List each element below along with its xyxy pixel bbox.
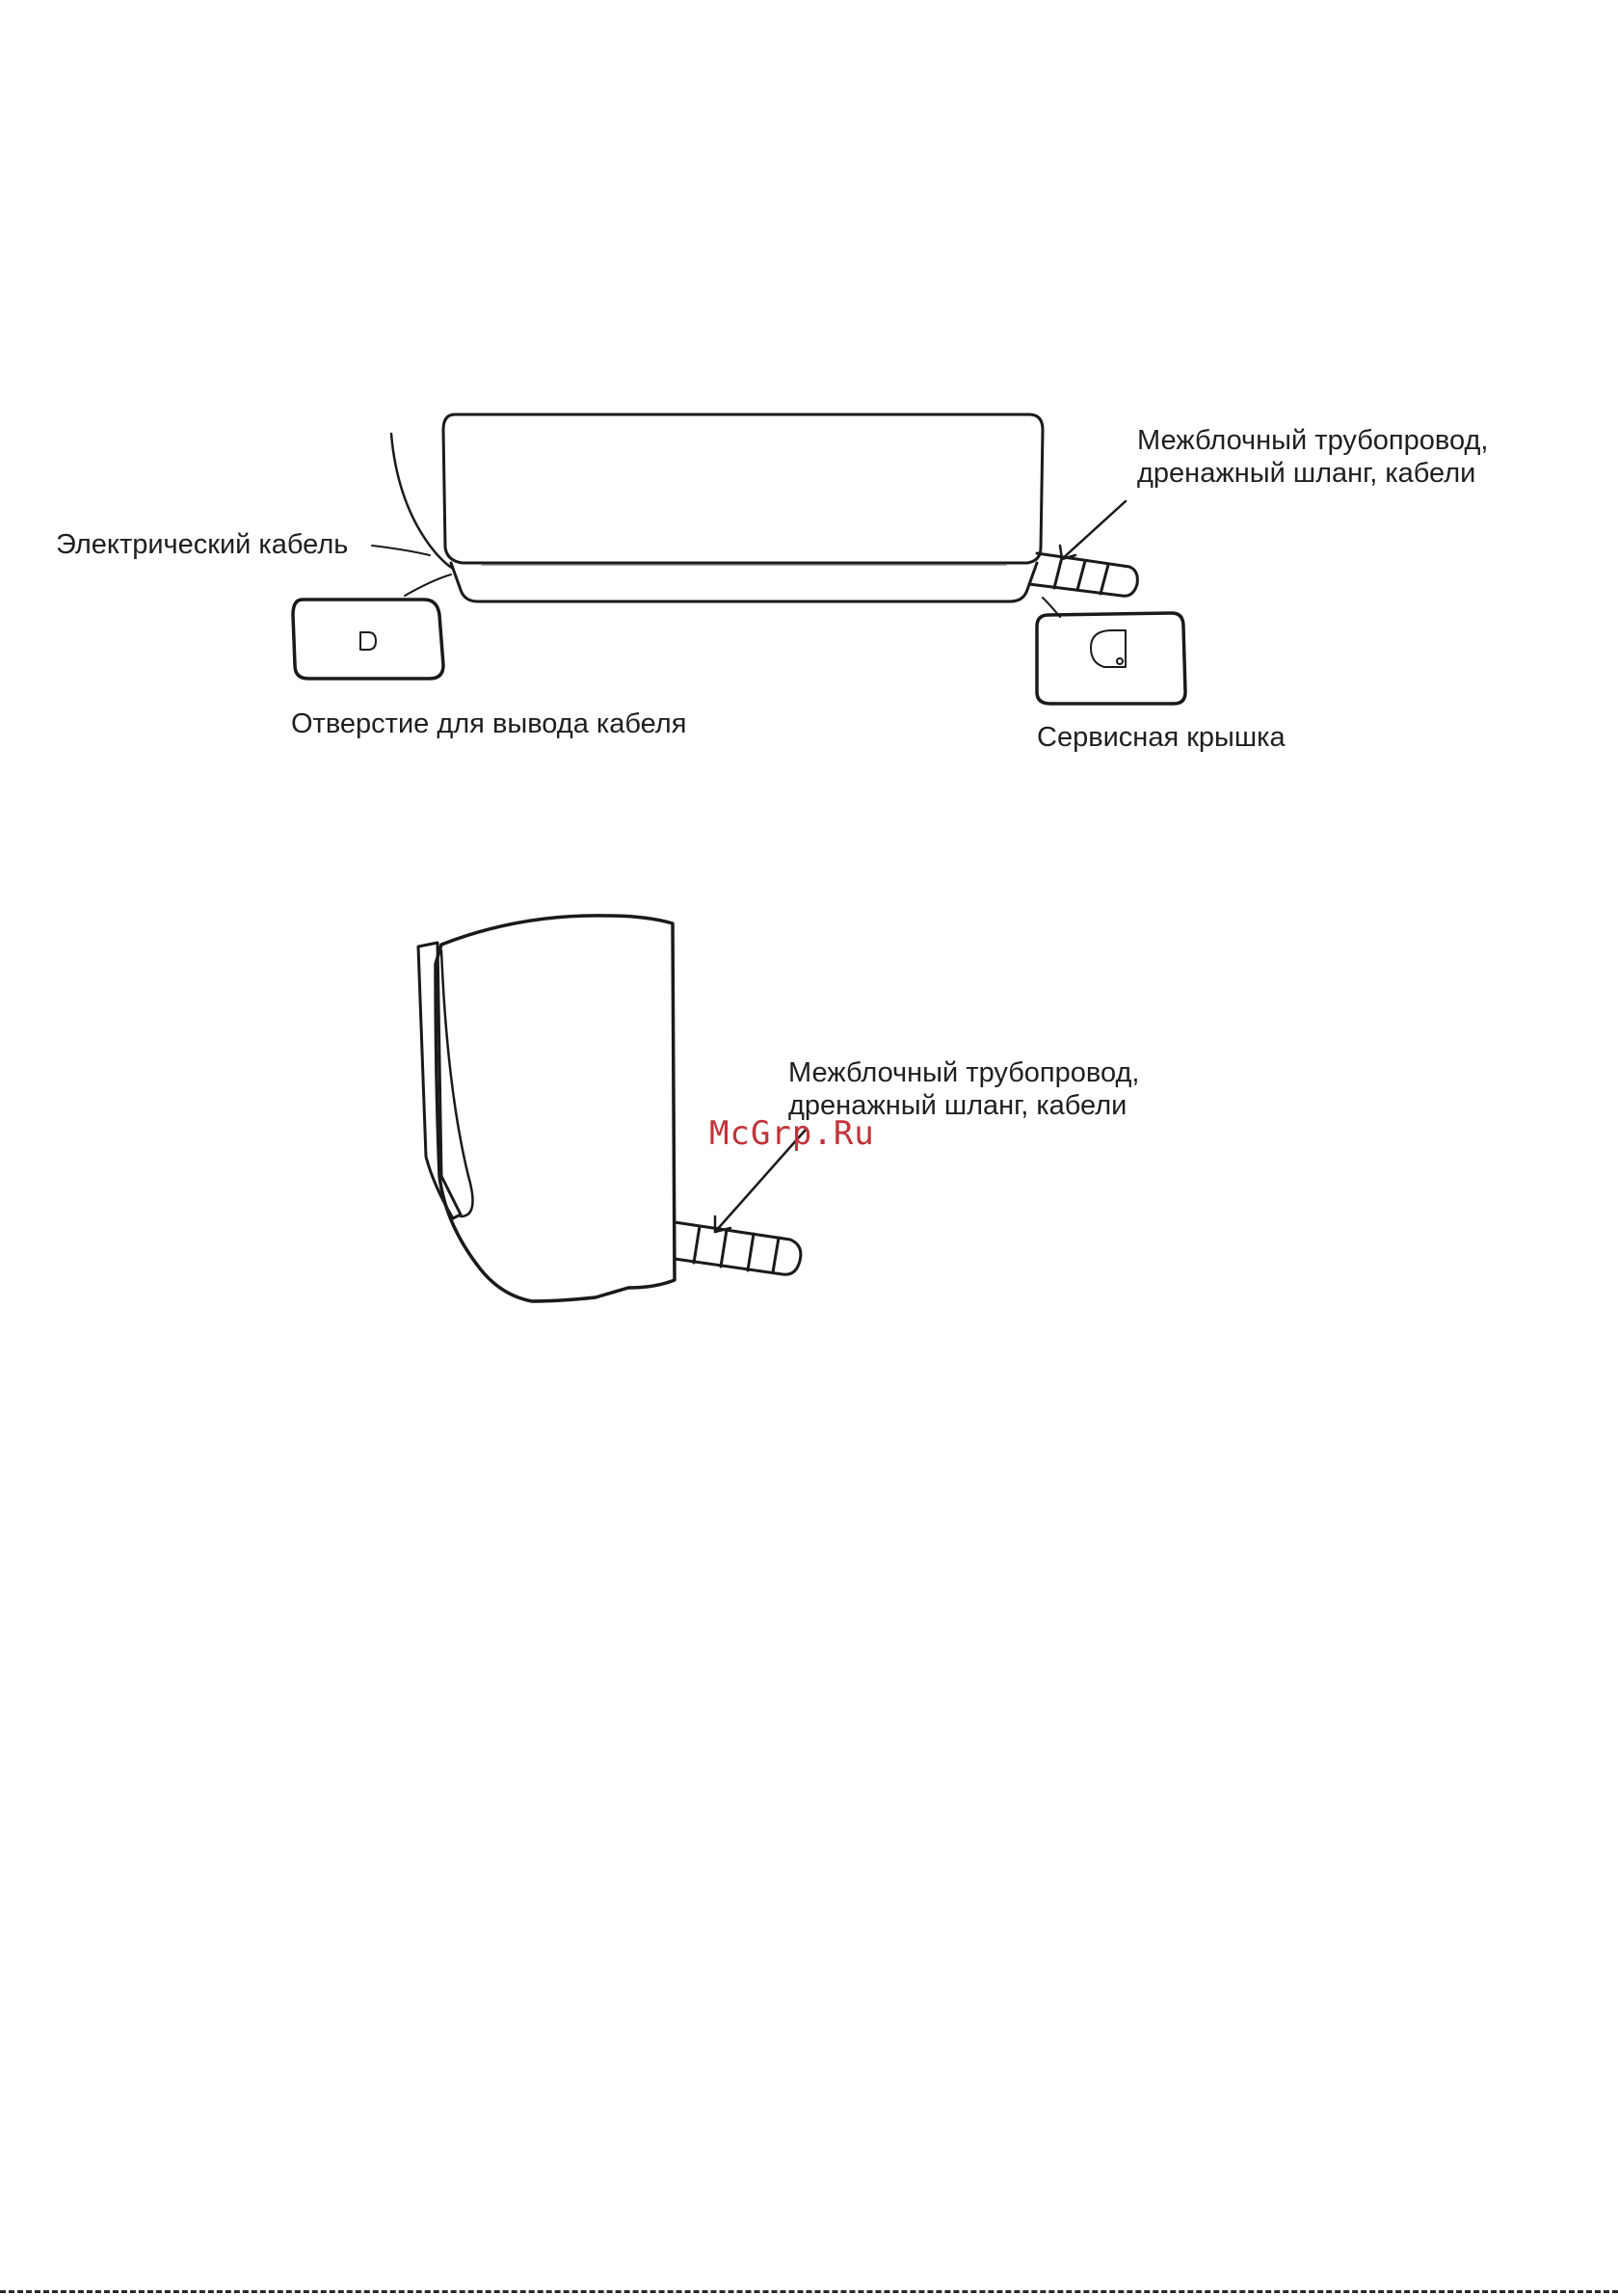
indoor-unit-front-view <box>372 414 1043 601</box>
cable-outlet-callout <box>293 600 443 679</box>
front-piping-label-line2: дренажный шланг, кабели <box>1137 458 1476 489</box>
unit-front-curve <box>441 950 473 1216</box>
indoor-unit-side-view <box>418 916 675 1301</box>
service-cover-callout <box>1037 613 1185 704</box>
front-piping-label-line1: Межблочный трубопровод, <box>1137 425 1489 456</box>
service-cover-symbol <box>1091 630 1126 667</box>
front-piping-arrow <box>1062 501 1126 559</box>
unit-body <box>443 414 1043 563</box>
cable-outlet-pointer <box>405 574 451 596</box>
side-piping-label <box>788 1056 1139 1122</box>
cable-outlet-label: Отверстие для вывода кабеля <box>291 708 687 739</box>
side-piping-label-line2: дренажный шланг, кабели <box>788 1090 1127 1121</box>
electrical-cable-label: Электрический кабель <box>56 529 349 560</box>
service-cover-label: Сервисная крышка <box>1037 722 1286 753</box>
page-bottom-border <box>0 2290 1618 2293</box>
side-piping-label-line1: Межблочный трубопровод, <box>788 1057 1140 1088</box>
unit-side-profile <box>436 916 675 1301</box>
front-piping-label <box>1137 424 1488 490</box>
front-piping-bundle <box>1029 501 1137 617</box>
watermark: McGrp.Ru <box>709 1114 875 1153</box>
outlet-d-symbol <box>360 632 376 650</box>
cable-lead <box>372 546 430 555</box>
unit-lower-panel <box>451 563 1037 601</box>
